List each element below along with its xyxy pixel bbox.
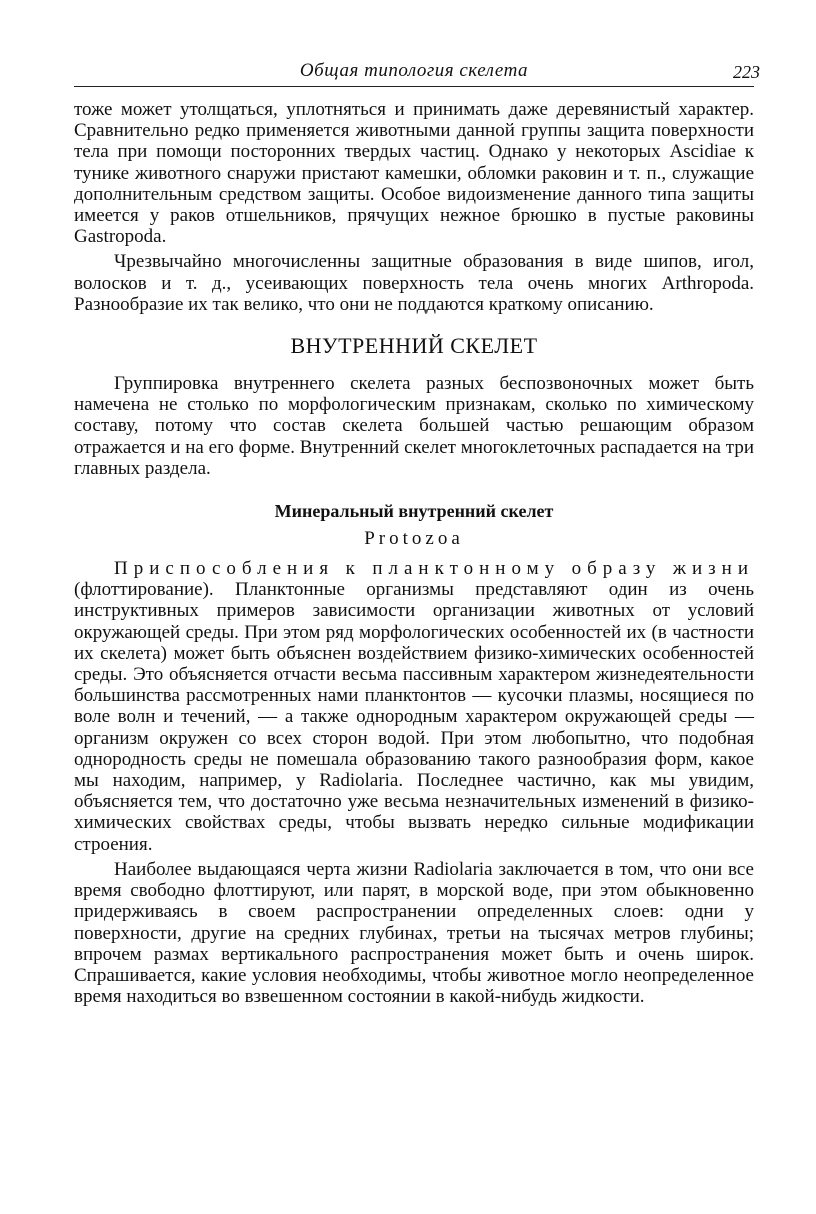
sub-heading: Минеральный внутренний скелет <box>274 501 554 522</box>
sub-sub-heading: Protozoa <box>364 528 464 550</box>
paragraph-4 <box>74 558 754 855</box>
paragraph-4-spaced-lead: Приспособления к планктонному образу жизни <box>114 558 754 580</box>
book-page <box>74 56 760 1008</box>
paragraph-3: Группировка внутреннего скелета разных беспозвоночных может быть намечена не столько по морфологическим признакам, сколько по химическому составу, потому что состав скелета большей частью решающим образом отражается и на его форме. Внутренний скелет многоклеточных распадается на три главных раздела. <box>74 373 754 479</box>
paragraph-2: Чрезвычайно многочисленны защитные образования в виде шипов, игол, волосков и т. д., усеивающих поверхность тела очень многих Arthropoda. Разнообразие их так велико, что они не поддаются краткому описанию. <box>74 251 754 315</box>
paragraph-4-text: (флоттирование). Планктонные организмы представляют один из очень инструктивных примеров зависимости организации животных от условий окружающей среды. При этом ряд морфологических особенностей их (в частности их скелета) может быть объяснен воздействием физико-химических особенностей среды. Это объясняется отчасти весьма пассивным характером жизнедеятельности большинства рассмотренных нами планктонтов — кусочки плазмы, носящиеся по воле волн и течений, — а также однородным характером окружающей среды — организм окружен со всех сторон водой. При этом любопытно, что подобная однородность среды не помешала образованию такого разнообразия форм, какое мы находим, например, у Radiolaria. Последнее частично, как мы увидим, объясняется тем, что достаточно уже весьма незначительных изменений в физико-химических свойствах среды, чтобы вызвать нередко сильные модификации строения. <box>74 579 754 855</box>
paragraph-1: тоже может утолщаться, уплотняться и принимать даже деревянистый характер. Сравнительно редко применяется животными данной группы защита поверхности тела при помощи посторонних твердых частиц. Однако у некоторых Ascidiae к тунике животного снаружи пристают камешки, обломки раковин и т. п., служащие дополнительным средством защиты. Особое видоизменение данного типа защиты имеется у раков отшельников, прячущих нежное брюшко в пустые раковины Gastropoda. <box>74 99 754 248</box>
page-body <box>74 99 754 1007</box>
page-number: 223 <box>733 62 760 82</box>
paragraph-5: Наиболее выдающаяся черта жизни Radiolaria заключается в том, что они все время свободно флоттируют, или парят, в морской воде, при этом обыкновенно придерживаясь в своем распространении определенных слоев: одни у поверхности, другие на средних глубинах, третьи на тысячах метров глубины; впрочем размах вертикального распространения может быть и очень широк. Спрашивается, какие условия необходимы, чтобы животное могло неопределенное время находиться во взвешенном состоянии в какой-нибудь жидкости. <box>74 858 754 1008</box>
section-heading: ВНУТРЕННИЙ СКЕЛЕТ <box>290 333 538 359</box>
running-header <box>74 56 760 87</box>
running-title: Общая типология скелета <box>299 60 529 81</box>
